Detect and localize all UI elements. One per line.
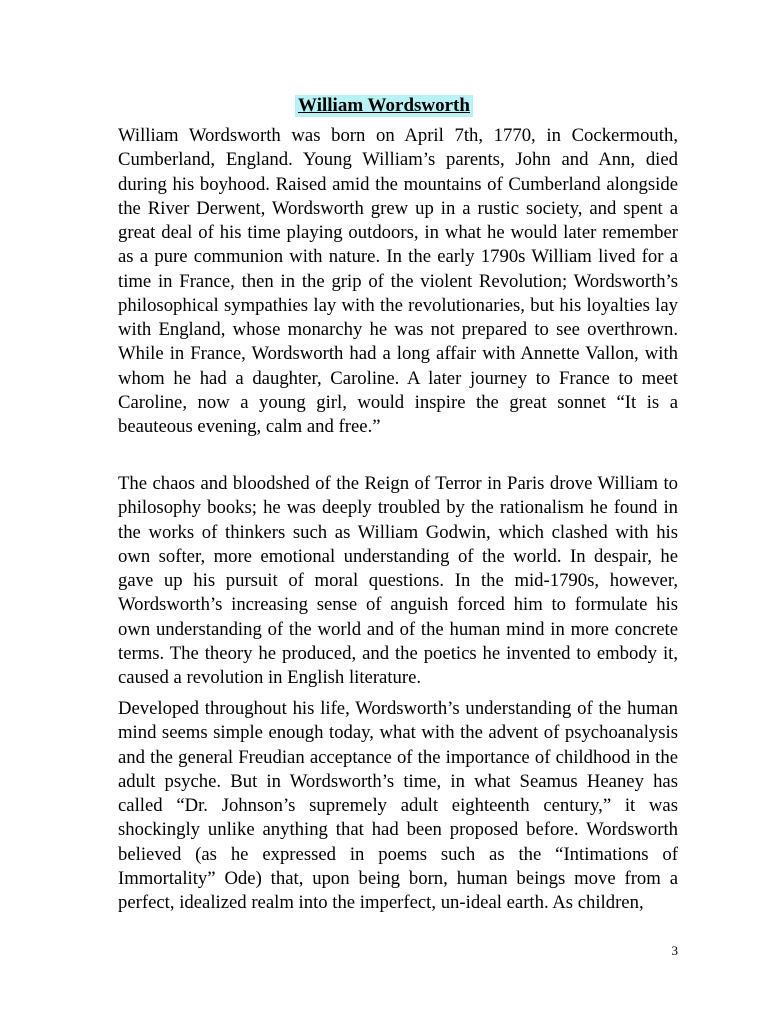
paragraph-human-mind: Developed throughout his life, Wordsworth’s understanding of the human mind seems simple enough today, what with the advent of psychoanalysis and the general Freudian acceptance of the importance of childhood in the adult psyche. But in Wordsworth’s time, in what Seamus Heaney has called “Dr. Johnson’s supremely adult eighteenth century,” it was shockingly unlike anything that had been proposed before. Wordsworth believed (as he expressed in poems such as the “Intimations of Immortality” Ode) that, upon being born, human beings move from a perfect, idealized realm into the imperfect, un-ideal earth. As children, xyxy=(118,698,678,913)
page-number: 3 xyxy=(671,943,678,958)
paragraph-reign-of-terror: The chaos and bloodshed of the Reign of Terror in Paris drove William to philosophy books; he was deeply troubled by the rationalism he found in the works of thinkers such as William Godwin, which clashed with his own softer, more emotional understanding of the world. In despair, he gave up his pursuit of moral questions. In the mid-1790s, however, Wordsworth’s increasing sense of anguish forced him to formulate his own understanding of the world and of the human mind in more concrete terms. The theory he produced, and the poetics he invented to embody it, caused a revolution in English literature. xyxy=(118,473,678,688)
document-title: William Wordsworth xyxy=(295,95,473,117)
title-row xyxy=(0,95,768,117)
paragraph-biography: William Wordsworth was born on April 7th, 1770, in Cockermouth, Cumberland, England. Young William’s parents, John and Ann, died during his boyhood. Raised amid the mountains of Cumberland alongside the River Derwent, Wordsworth grew up in a rustic society, and spent a great deal of his time playing outdoors, in what he would later remember as a pure communion with nature. In the early 1790s William lived for a time in France, then in the grip of the violent Revolution; Wordsworth’s philosophical sympathies lay with the revolutionaries, but his loyalties lay with England, whose monarchy he was not prepared to see overthrown. While in France, Wordsworth had a long affair with Annette Vallon, with whom he had a daughter, Caroline. A later journey to France to meet Caroline, now a young girl, would inspire the great sonnet “It is a beauteous evening, calm and free.” xyxy=(118,125,678,437)
